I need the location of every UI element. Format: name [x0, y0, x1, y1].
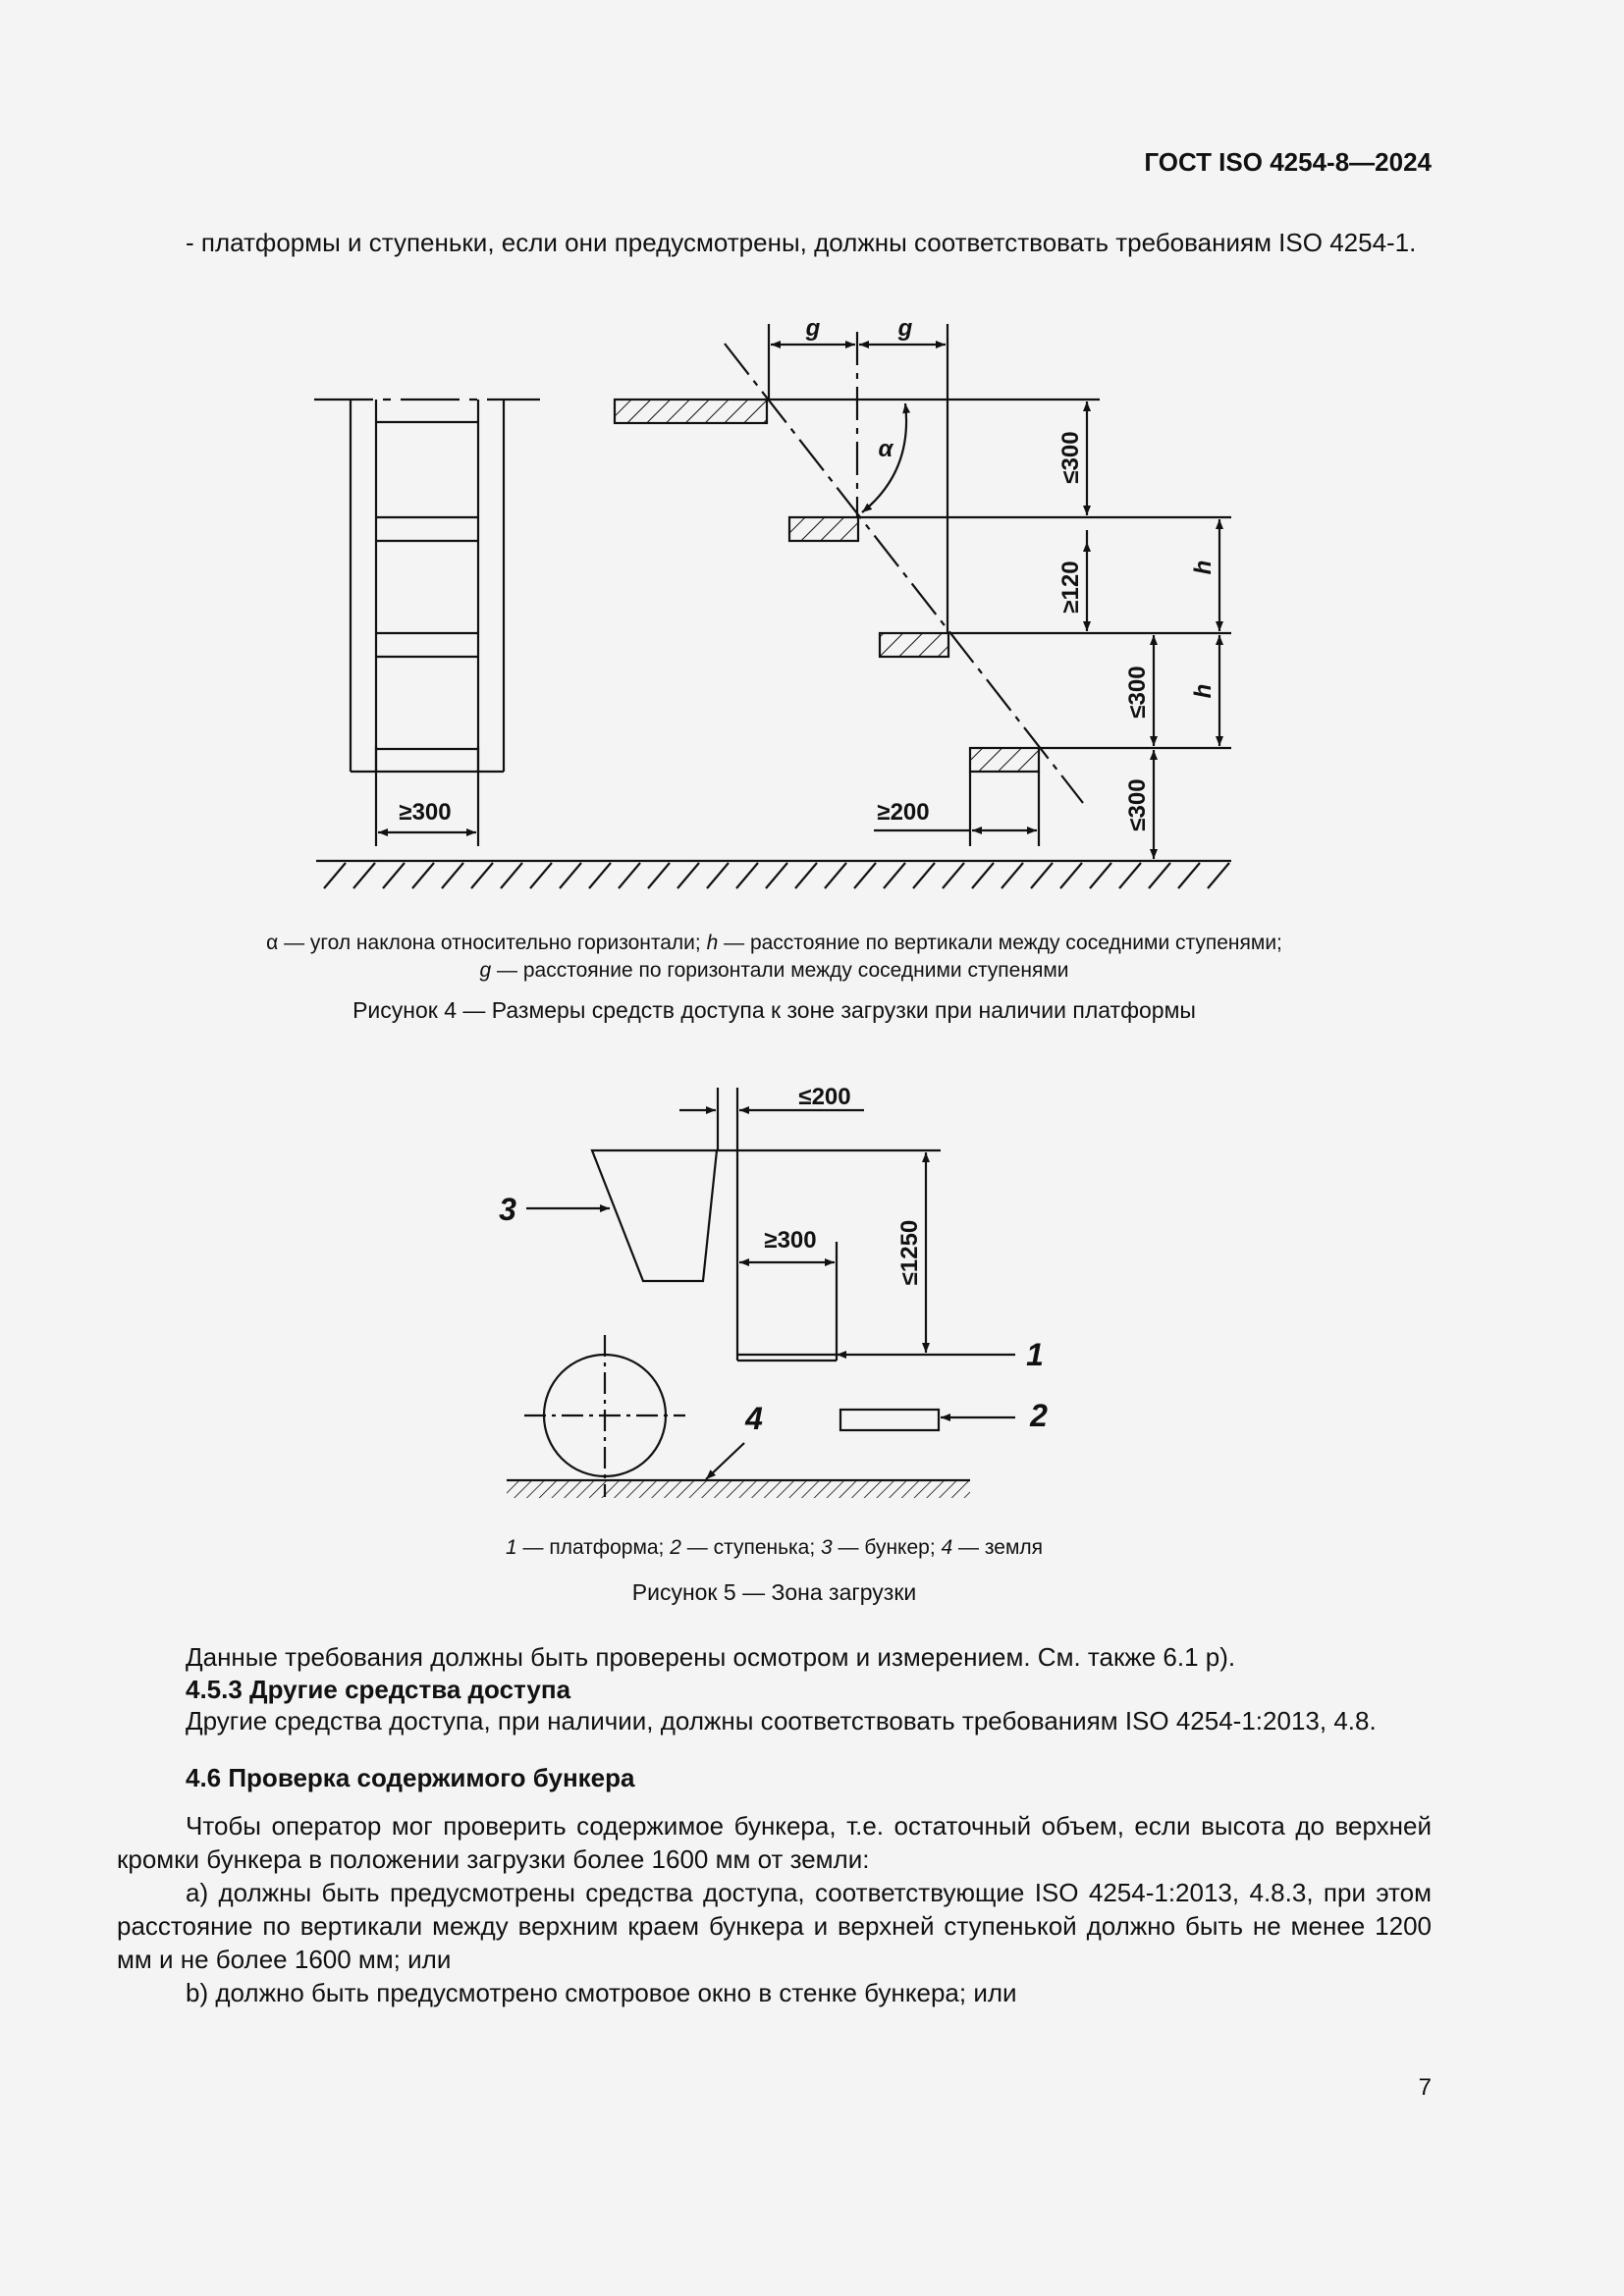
legend-t1: — платформа; [516, 1536, 671, 1559]
section-4-6-intro: Чтобы оператор мог проверить содержимое бункера, т.е. остаточный объем, если высота до верхней кромки бункера в положении загрузки более 1600 мм от земли: [117, 1811, 1432, 1874]
legend-n1: 1 [505, 1536, 517, 1559]
legend-alpha-text: — угол наклона относительно горизонтали; [278, 932, 707, 954]
legend-h-text: — расстояние по вертикали между соседними ступенями; [718, 932, 1282, 954]
figure-4-drawing [0, 0, 1624, 923]
legend-n2: 2 [670, 1536, 681, 1559]
dim-ge200: ≥200 [877, 799, 930, 826]
figure-4-legend [117, 930, 1432, 985]
dim-ge120: ≥120 [1057, 561, 1084, 614]
section-4-6-item-a: а) должны быть предусмотрены средства доступа, соответствующие ISO 4254-1:2013, 4.8.3, при этом расстояние по вертикали между верхним краем бункера и верхней ступенькой должно быть не менее 1200 мм и не более 1600 мм; или [117, 1878, 1432, 1974]
legend-n3: 3 [821, 1536, 833, 1559]
section-4-5-3-heading: 4.5.3 Другие средства доступа [186, 1675, 571, 1704]
dim-g-right: g [897, 315, 913, 342]
legend-t3: — бункер; [832, 1536, 942, 1559]
figure-5-legend [117, 1534, 1432, 1562]
dim-ge300: ≥300 [399, 799, 452, 826]
callout-1: 1 [1026, 1337, 1044, 1372]
section-4-5-3-text: Другие средства доступа, при наличии, должны соответствовать требованиям ISO 4254-1:2013, 4.8. [186, 1706, 1377, 1735]
figure-5-drawing [0, 1060, 1624, 1512]
legend-g-text: — расстояние по горизонтали между соседними ступенями [491, 959, 1069, 982]
page-number: 7 [1418, 2074, 1432, 2101]
intro-paragraph: - платформы и ступеньки, если они предусмотрены, должны соответствовать требованиям ISO 4254-1. [186, 228, 1417, 257]
dim-ge300-fig5: ≥300 [764, 1227, 817, 1254]
standard-code: ГОСТ ISO 4254-8—2024 [1144, 147, 1432, 177]
section-4-6-item-b: b) должно быть предусмотрено смотровое окно в стенке бункера; или [186, 1978, 1017, 2007]
callout-2: 2 [1030, 1398, 1048, 1433]
callout-4: 4 [745, 1401, 763, 1436]
legend-alpha-symbol: α [266, 932, 279, 954]
dim-g-left: g [805, 315, 821, 342]
legend-h-symbol: h [706, 932, 719, 954]
dim-h-lower: h [1190, 683, 1217, 699]
callout-3: 3 [499, 1192, 516, 1227]
dim-le1250: ≤1250 [896, 1219, 923, 1286]
legend-t4: — земля [952, 1536, 1044, 1559]
dim-alpha: α [878, 436, 893, 462]
section-4-6-heading: 4.6 Проверка содержимого бункера [186, 1763, 635, 1792]
figure-5-caption: Рисунок 5 — Зона загрузки [631, 1579, 917, 1605]
legend-n4: 4 [941, 1536, 953, 1559]
dim-h-upper: h [1190, 560, 1217, 575]
dim-le300-mid: ≤300 [1124, 666, 1151, 719]
verification-text: Данные требования должны быть проверены осмотром и измерением. См. также 6.1 р). [186, 1642, 1236, 1672]
dim-le300-bottom: ≤300 [1124, 778, 1151, 831]
dim-le200: ≤200 [798, 1084, 851, 1110]
dim-le300-top: ≤300 [1057, 431, 1084, 484]
legend-t2: — ступенька; [680, 1536, 822, 1559]
legend-g-symbol: g [479, 959, 492, 982]
figure-4-caption: Рисунок 4 — Размеры средств доступа к зоне загрузки при наличии платформы [352, 997, 1196, 1023]
